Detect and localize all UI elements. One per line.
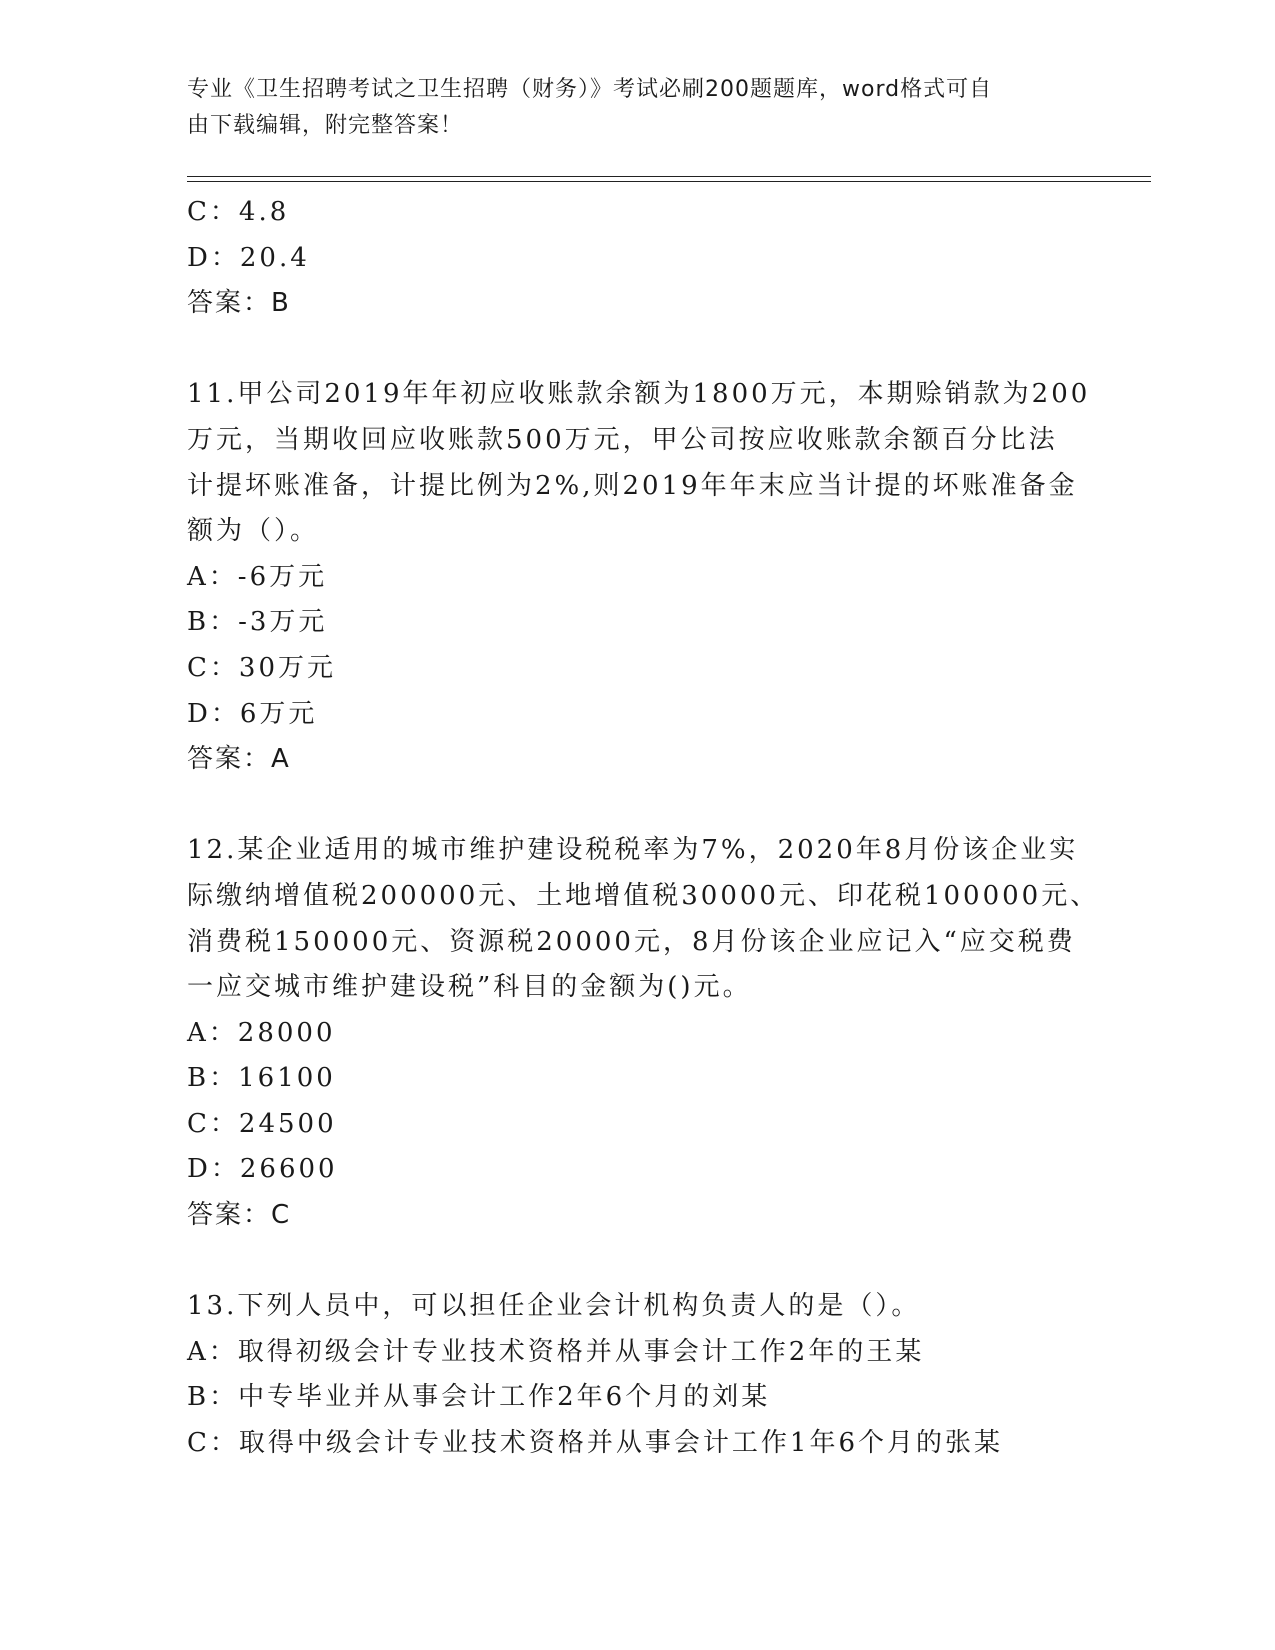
question-text-line: 计提坏账准备，计提比例为2%,则2019年年末应当计提的坏账准备金 — [187, 470, 1078, 501]
question-block-12 — [187, 828, 1100, 1238]
question-text-line: 额为（）。 — [187, 516, 320, 547]
document-header — [187, 72, 1067, 144]
spacer — [187, 783, 1067, 829]
question-text-line: 12.某企业适用的城市维护建设税税率为7%，2020年8月份该企业实 — [187, 835, 1079, 866]
question-text-line: 际缴纳增值税200000元、土地增值税30000元、印花税100000元、 — [187, 880, 1100, 911]
question-text-line: 万元，当期收回应收账款500万元，甲公司按应收账款余额百分比法 — [187, 424, 1058, 455]
option-a: A：28000 — [187, 1017, 336, 1048]
header-divider-top — [187, 176, 1151, 177]
question-text-line: 13.下列人员中，可以担任企业会计机构负责人的是（）。 — [187, 1291, 921, 1322]
option-a: A：取得初级会计专业技术资格并从事会计工作2年的王某 — [187, 1336, 925, 1367]
header-line-1: 专业《卫生招聘考试之卫生招聘（财务）》考试必刷200题题库，word格式可自 — [187, 77, 993, 102]
option-d: D：20.4 — [187, 242, 310, 273]
spacer — [187, 1239, 1067, 1285]
option-b: B：16100 — [187, 1063, 336, 1094]
question-text-line: 11.甲公司2019年年初应收账款余额为1800万元，本期赊销款为200 — [187, 379, 1091, 410]
option-d: D：6万元 — [187, 698, 318, 729]
option-c: C：30万元 — [187, 652, 336, 683]
question-block-11 — [187, 372, 1091, 782]
question-block-13 — [187, 1284, 1067, 1466]
header-divider-bottom — [187, 181, 1151, 182]
option-b: B：中专毕业并从事会计工作2年6个月的刘某 — [187, 1382, 771, 1413]
option-c: C：24500 — [187, 1108, 337, 1139]
document-body — [187, 190, 1100, 1467]
answer-line: 答案：A — [187, 744, 291, 775]
option-a: A：-6万元 — [187, 561, 328, 592]
option-c: C：取得中级会计专业技术资格并从事会计工作1年6个月的张某 — [187, 1428, 1003, 1459]
option-c: C：4.8 — [187, 197, 290, 227]
option-d: D：26600 — [187, 1154, 338, 1185]
question-text-line: 消费税150000元、资源税20000元，8月份该企业应记入“应交税费 — [187, 926, 1076, 957]
option-b: B：-3万元 — [187, 607, 328, 638]
header-line-2: 由下载编辑，附完整答案！ — [187, 113, 464, 138]
spacer — [187, 327, 1067, 373]
answer-line: 答案：C — [187, 1200, 292, 1231]
question-text-line: 一应交城市维护建设税”科目的金额为()元。 — [187, 972, 752, 1003]
answer-line: 答案：B — [187, 288, 291, 319]
question-block-10 — [187, 190, 1067, 327]
